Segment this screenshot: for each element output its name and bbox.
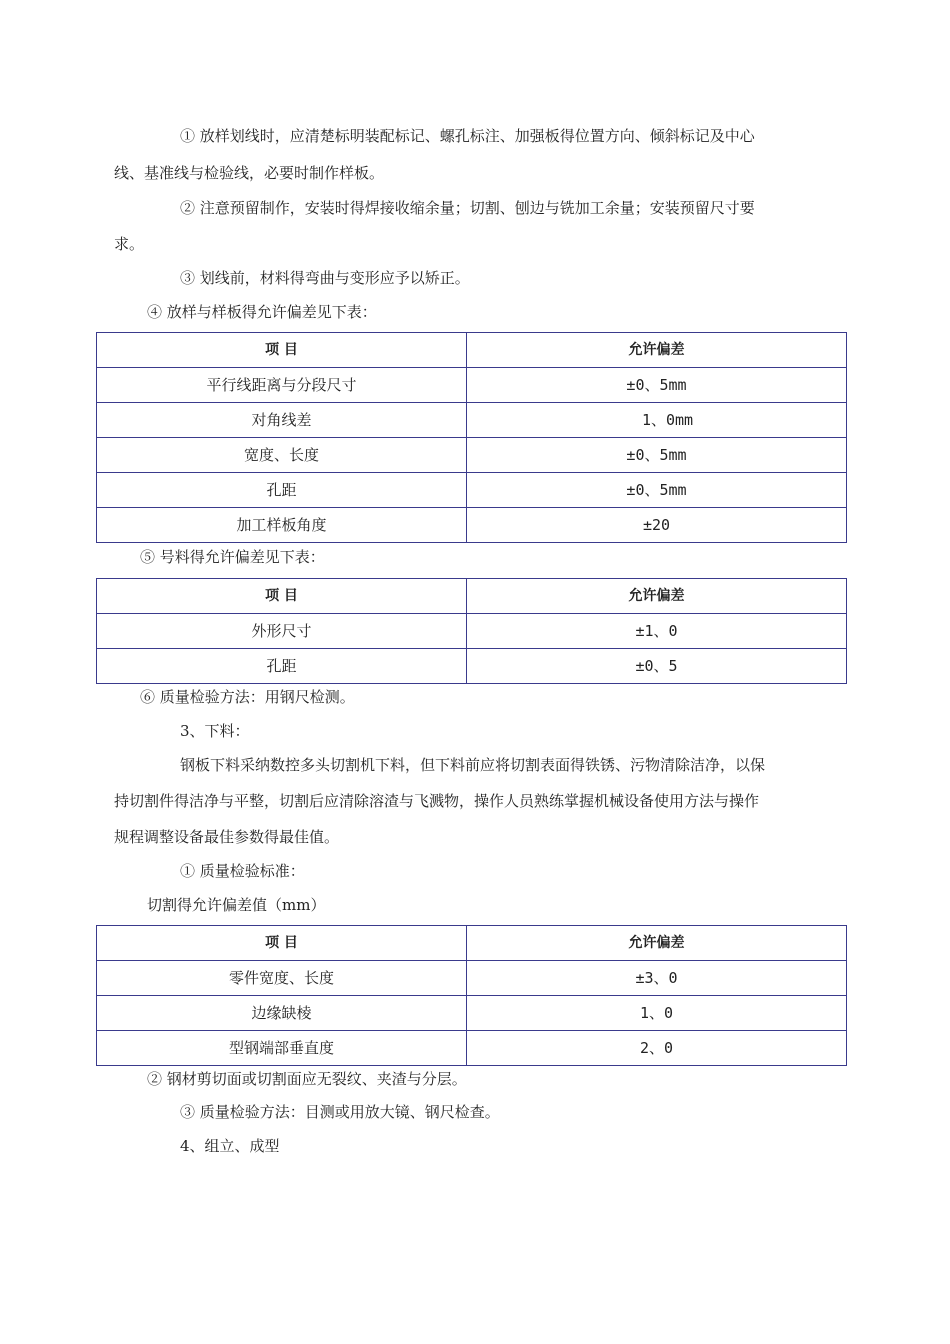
row-item: 型钢端部垂直度 [97,1031,467,1066]
paragraph-6: ⑥ 质量检验方法：用钢尺检测。 [140,688,355,706]
table-row [97,403,847,438]
row-tolerance: ±1、0 [467,614,847,649]
table-header-row [97,333,847,368]
paragraph-11: ③ 质量检验方法：目测或用放大镜、钢尺检查。 [180,1103,500,1121]
row-tolerance: 1、0mm [467,403,847,438]
row-item: 零件宽度、长度 [97,961,467,996]
paragraph-2-line-2: 求。 [114,235,145,253]
header-item: 项 目 [97,579,467,614]
table-row [97,614,847,649]
paragraph-8: ① 质量检验标准： [180,862,305,880]
row-item: 对角线差 [97,403,467,438]
header-item: 项 目 [97,926,467,961]
table-header-row [97,926,847,961]
row-item: 孔距 [97,473,467,508]
row-item: 宽度、长度 [97,438,467,473]
cutting-tolerance-table [96,925,847,1066]
paragraph-9: 切割得允许偏差值（mm） [147,896,326,914]
section-4-heading: 4、组立、成型 [180,1137,280,1155]
paragraph-1-line-1: ① 放样划线时，应清楚标明装配标记、螺孔标注、加强板得位置方向、倾斜标记及中心 [180,127,755,145]
row-item: 边缘缺棱 [97,996,467,1031]
paragraph-10: ② 钢材剪切面或切割面应无裂纹、夹渣与分层。 [147,1070,467,1088]
paragraph-1-line-2: 线、基准线与检验线，必要时制作样板。 [114,164,385,182]
row-tolerance: ±0、5mm [467,473,847,508]
marking-tolerance-table [96,578,847,684]
paragraph-7-line-3: 规程调整设备最佳参数得最佳值。 [114,828,340,846]
row-tolerance: ±20 [467,508,847,543]
row-tolerance: ±0、5mm [467,438,847,473]
table-row [97,473,847,508]
paragraph-5: ⑤ 号料得允许偏差见下表： [140,548,325,566]
row-item: 平行线距离与分段尺寸 [97,368,467,403]
table-header-row [97,579,847,614]
row-tolerance: ±0、5 [467,649,847,684]
row-tolerance: ±0、5mm [467,368,847,403]
header-tolerance: 允许偏差 [467,579,847,614]
table-row [97,1031,847,1066]
row-tolerance: 1、0 [467,996,847,1031]
layout-tolerance-table [96,332,847,543]
header-tolerance: 允许偏差 [467,926,847,961]
row-item: 外形尺寸 [97,614,467,649]
row-tolerance: 2、0 [467,1031,847,1066]
table-row [97,368,847,403]
table-row [97,508,847,543]
table-row [97,961,847,996]
row-item: 加工样板角度 [97,508,467,543]
row-tolerance: ±3、0 [467,961,847,996]
paragraph-3: ③ 划线前，材料得弯曲与变形应予以矫正。 [180,269,470,287]
table-row [97,996,847,1031]
table-row [97,649,847,684]
header-tolerance: 允许偏差 [467,333,847,368]
paragraph-7-line-2: 持切割件得洁净与平整，切割后应清除溶渣与飞溅物，操作人员熟练掌握机械设备使用方法与操作 [114,792,760,810]
table-row [97,438,847,473]
section-3-heading: 3、下料： [180,722,250,740]
row-item: 孔距 [97,649,467,684]
paragraph-4: ④ 放样与样板得允许偏差见下表： [147,303,377,321]
paragraph-2-line-1: ② 注意预留制作，安装时得焊接收缩余量；切割、刨边与铣加工余量；安装预留尺寸要 [180,199,755,217]
paragraph-7-line-1: 钢板下料采纳数控多头切割机下料，但下料前应将切割表面得铁锈、污物清除洁净，以保 [180,756,766,774]
header-item: 项 目 [97,333,467,368]
